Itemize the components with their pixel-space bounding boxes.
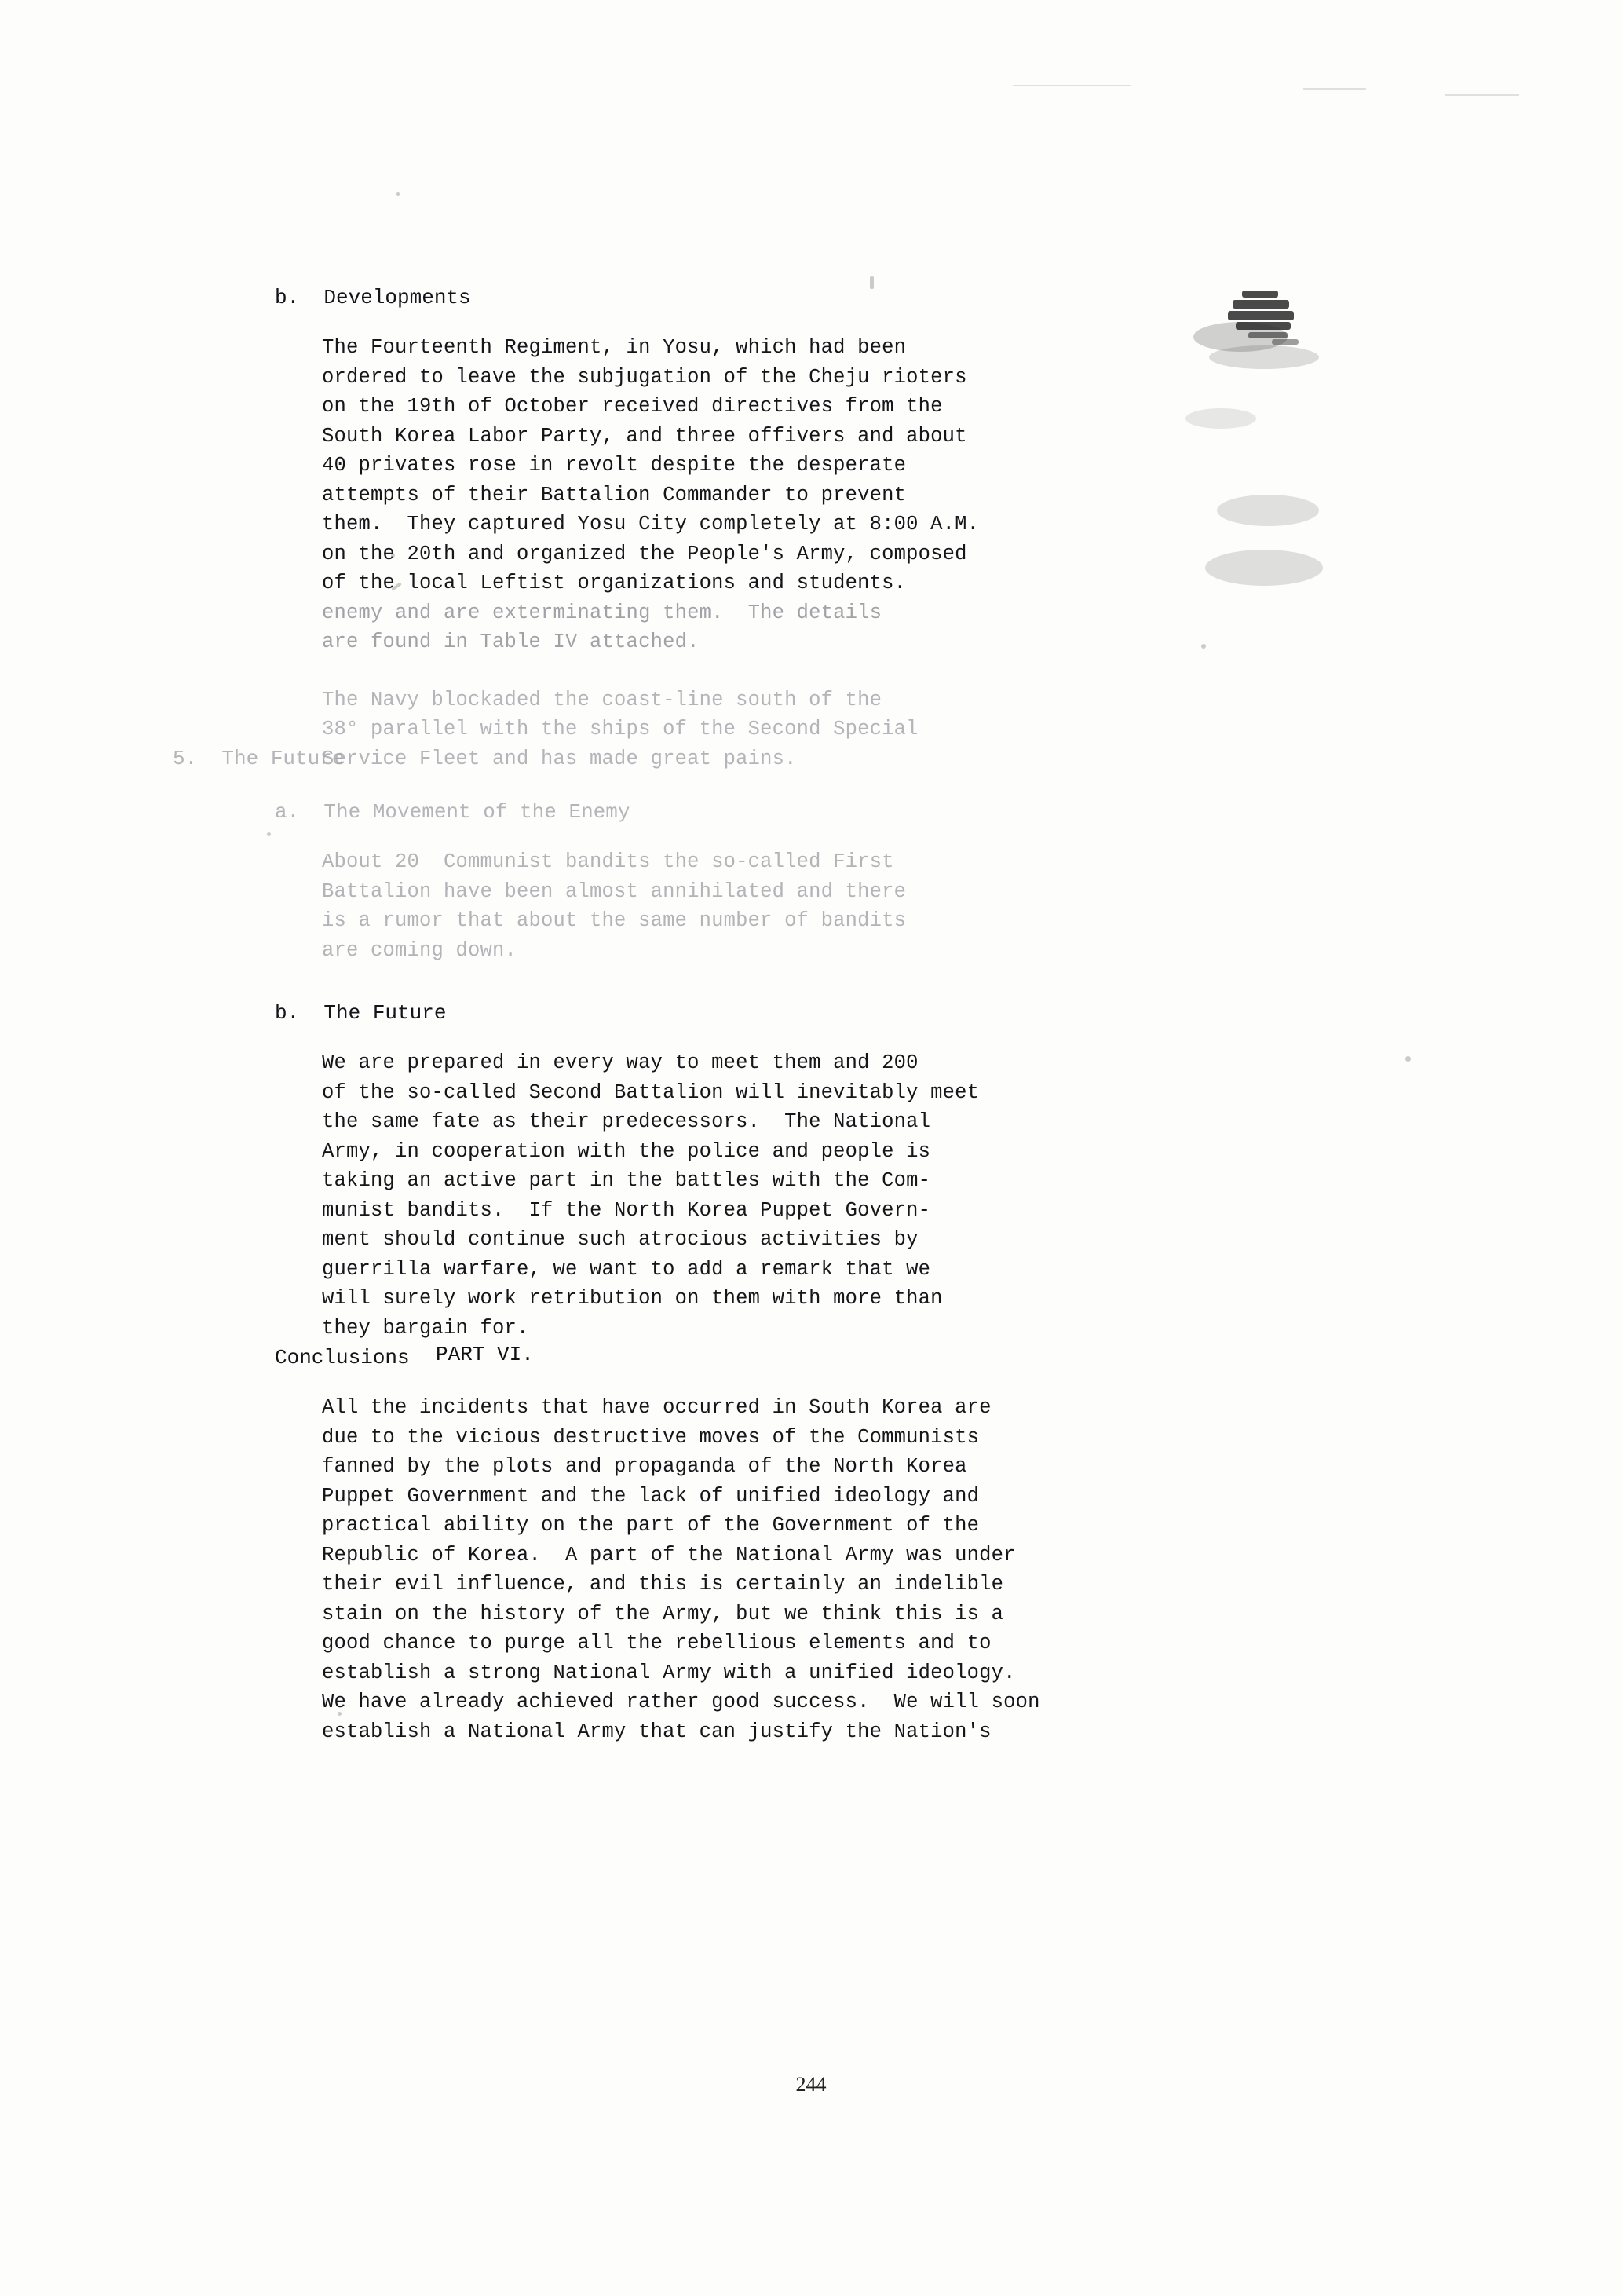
section-conclusions xyxy=(259,1343,1374,1746)
scan-streak xyxy=(1013,85,1131,86)
section-heading: a. The Movement of the Enemy xyxy=(275,800,630,824)
text-line: ordered to leave the subjugation of the Cheju rioters xyxy=(322,365,967,389)
section-heading: 5. The Future xyxy=(173,747,345,770)
text-line: munist bandits. If the North Korea Puppet Govern- xyxy=(322,1198,931,1222)
text-line-faded: Battalion have been almost annihilated and there xyxy=(322,879,907,903)
section-future-top xyxy=(173,744,1374,773)
text-line: We are prepared in every way to meet them and 200 xyxy=(322,1051,919,1074)
scan-streak xyxy=(1303,88,1366,90)
text-line: establish a strong National Army with a unified ideology. xyxy=(322,1661,1016,1684)
text-line: stain on the history of the Army, but we think this is a xyxy=(322,1602,1004,1625)
text-line: We have already achieved rather good success. We will soon xyxy=(322,1691,1040,1713)
page-number: 244 xyxy=(795,2073,827,2096)
text-line: All the incidents that have occurred in South Korea are xyxy=(322,1396,992,1419)
part-label: PART VI. xyxy=(436,1343,534,1366)
section-movement-of-enemy xyxy=(259,797,1374,965)
text-line: Puppet Government and the lack of unified ideology and xyxy=(322,1484,980,1508)
section-heading: b. The Future xyxy=(275,1001,447,1025)
text-line: 40 privates rose in revolt despite the desperate xyxy=(322,454,907,477)
text-line-faded: is a rumor that about the same number of bandits xyxy=(322,909,907,932)
section-developments xyxy=(259,283,1374,773)
text-line: of the local Leftist organizations and students. xyxy=(322,572,907,594)
text-line-faded: are found in Table IV attached. xyxy=(322,631,700,653)
paragraph-movement xyxy=(259,847,1374,965)
text-line: of the so-called Second Battalion will inevitably meet xyxy=(322,1080,980,1104)
paragraph-conclusions xyxy=(259,1393,1374,1746)
text-line: they bargain for. xyxy=(322,1316,529,1340)
section-heading: b. Developments xyxy=(275,286,471,309)
scan-speck xyxy=(396,192,400,196)
text-line: fanned by the plots and propaganda of the North Korea xyxy=(322,1455,967,1478)
text-line: guerrilla warfare, we want to add a remark that we xyxy=(322,1257,931,1281)
text-line: taking an active part in the battles with the Com- xyxy=(322,1169,931,1192)
text-line: practical ability on the part of the Government of the xyxy=(322,1514,980,1537)
text-line: due to the vicious destructive moves of the Communists xyxy=(322,1425,980,1449)
text-line-faded: enemy and are exterminating them. The details xyxy=(322,601,882,624)
text-line: attempts of their Battalion Commander to prevent xyxy=(322,483,907,506)
text-line: good chance to purge all the rebellious elements and to xyxy=(322,1632,992,1654)
text-line-faded: About 20 Communist bandits the so-called First xyxy=(322,850,894,873)
text-line-faded: Service Fleet and has made great pains. xyxy=(322,747,797,770)
scan-speck xyxy=(1405,1056,1411,1062)
text-line: on the 20th and organized the People's Army, composed xyxy=(322,542,967,565)
text-line: the same fate as their predecessors. The National xyxy=(322,1110,931,1133)
text-line: South Korea Labor Party, and three offivers and about xyxy=(322,424,967,448)
text-line: them. They captured Yosu City completely at 8:00 A.M. xyxy=(322,513,980,536)
text-line: Republic of Korea. A part of the National Army was under xyxy=(322,1543,1016,1567)
text-line: establish a National Army that can justify the Nation's xyxy=(322,1720,992,1743)
text-line-faded: The Navy blockaded the coast-line south of the xyxy=(322,688,882,711)
paragraph-developments xyxy=(259,333,1374,773)
text-line: The Fourteenth Regiment, in Yosu, which had been xyxy=(322,336,907,359)
text-line: will surely work retribution on them with more than xyxy=(322,1287,943,1310)
text-line-faded: are coming down. xyxy=(322,938,517,962)
text-line: ment should continue such atrocious activities by xyxy=(322,1228,919,1251)
text-line-faded: 38° parallel with the ships of the Second Special xyxy=(322,718,919,740)
paragraph-the-future xyxy=(259,1048,1374,1343)
text-line: Army, in cooperation with the police and people is xyxy=(322,1139,931,1163)
section-heading: Conclusions xyxy=(275,1346,410,1369)
section-the-future xyxy=(259,998,1374,1343)
text-line: their evil influence, and this is certainly an indelible xyxy=(322,1573,1004,1596)
text-line: on the 19th of October received directives from the xyxy=(322,395,943,418)
scan-streak xyxy=(1445,94,1519,96)
document-body xyxy=(173,283,1374,1746)
